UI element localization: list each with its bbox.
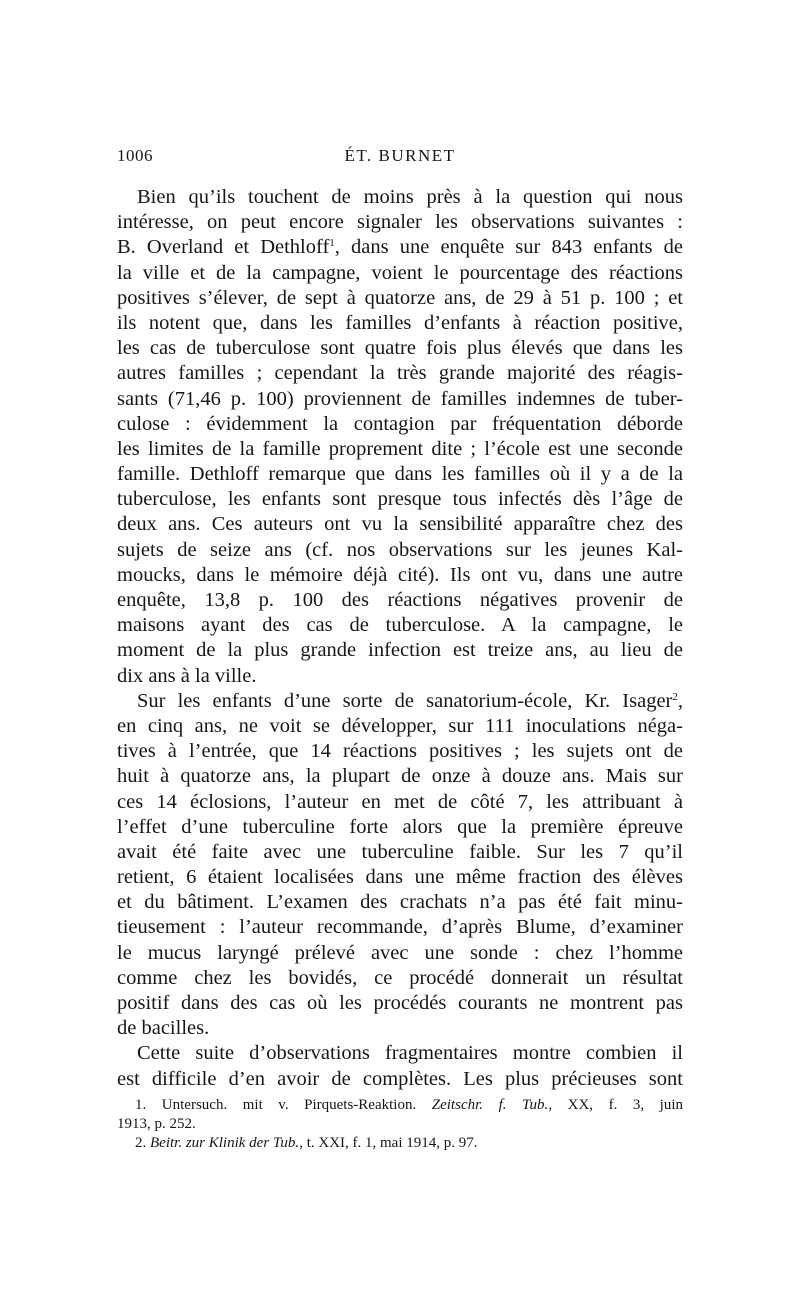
text-line: Cette suite d’observations fragmentaires montre combien il bbox=[137, 1042, 683, 1065]
footnote-ref-1: 1 bbox=[329, 237, 335, 250]
text-line: sants (71,46 p. 100) proviennent de familles indemnes de tuber- bbox=[117, 387, 683, 410]
text-fragment: , bbox=[677, 689, 683, 712]
text-line: les limites de la famille proprement dite ; l’école est une seconde bbox=[117, 437, 683, 460]
text-line: deux ans. Ces auteurs ont vu la sensibilité apparaître chez des bbox=[117, 513, 683, 536]
text-line: culose : évidemment la contagion par fréquentation déborde bbox=[117, 412, 683, 435]
text-line: enquête, 13,8 p. 100 des réactions négatives provenir de bbox=[117, 589, 683, 611]
text-line: maisons ayant des cas de tuberculose. A la campagne, le bbox=[117, 614, 683, 637]
text-line: avait été faite avec une tuberculine faible. Sur les 7 qu’il bbox=[117, 840, 683, 863]
footnotes bbox=[117, 1096, 683, 1153]
footnote-text: , XX, f. 3, juin bbox=[548, 1097, 684, 1113]
footnote-number: 2. bbox=[135, 1135, 147, 1151]
paragraph-3 bbox=[117, 1041, 683, 1091]
text-line: et du bâtiment. L’examen des crachats n’a pas été fait minu- bbox=[117, 891, 683, 914]
text-line: positif dans des cas où les procédés courants ne montrent pas bbox=[117, 992, 683, 1014]
text-line: sujets de seize ans (cf. nos observations sur les jeunes Kal- bbox=[117, 538, 683, 561]
text-fragment: B. Overland et Dethloff bbox=[117, 236, 330, 259]
text-line: tives à l’entrée, que 14 réactions positives ; les sujets ont de bbox=[117, 740, 683, 763]
text-line: comme chez les bovidés, ce procédé donnerait un résultat bbox=[117, 966, 683, 989]
text-line: ces 14 éclosions, l’auteur en met de côté 7, les attribuant à bbox=[117, 790, 683, 813]
text-line: la ville et de la campagne, voient le pourcentage des réactions bbox=[117, 261, 683, 284]
text-line: est difficile d’en avoir de complètes. Les plus précieuses sont bbox=[117, 1067, 683, 1090]
text-line: autres familles ; cependant la très grande majorité des réagis- bbox=[117, 362, 683, 385]
footnote-1-continued: 1913, p. 252. bbox=[117, 1116, 196, 1132]
text-line: dix ans à la ville. bbox=[117, 664, 257, 687]
footnote-text: 1. Untersuch. mit v. Pirquets-Reaktion. bbox=[135, 1097, 417, 1113]
paragraph-1 bbox=[117, 185, 683, 689]
text-line: l’effet d’une tuberculine forte alors que la première épreuve bbox=[117, 815, 683, 838]
text-fragment: Sur les enfants d’une sorte de sanatorium-école, Kr. Isager bbox=[137, 689, 673, 712]
text-line: le mucus laryngé prélevé avec une sonde : chez l’homme bbox=[117, 941, 683, 964]
text-line: en cinq ans, ne voit se développer, sur 111 inoculations néga- bbox=[117, 714, 683, 737]
text-line: retient, 6 étaient localisées dans une même fraction des élèves bbox=[117, 866, 683, 889]
footnote-journal-title: Zeitschr. f. Tub. bbox=[431, 1097, 549, 1113]
text-fragment: , dans une enquête sur 843 enfants de bbox=[334, 236, 683, 259]
body-text bbox=[117, 185, 683, 1092]
text-line: intéresse, on peut encore signaler les observations suivantes : bbox=[117, 211, 683, 234]
text-line: huit à quatorze ans, la plupart de onze à douze ans. Mais sur bbox=[117, 765, 683, 788]
text-line: ils notent que, dans les familles d’enfants à réaction positive, bbox=[117, 311, 683, 334]
page-number: 1006 bbox=[117, 146, 153, 165]
footnote-1 bbox=[117, 1096, 683, 1115]
text-line bbox=[117, 689, 683, 714]
text-line: famille. Dethloff remarque que dans les familles où il y a de la bbox=[117, 463, 683, 486]
text-line: les cas de tuberculose sont quatre fois plus élevés que dans les bbox=[117, 337, 683, 360]
footnote-2 bbox=[117, 1134, 683, 1153]
text-line: tuberculose, les enfants sont presque tous infectés dès l’âge de bbox=[117, 488, 683, 511]
footnote-ref-2: 2 bbox=[672, 690, 678, 703]
text-line bbox=[117, 235, 683, 260]
paragraph-2 bbox=[117, 689, 683, 1042]
footnote-text: , t. XXI, f. 1, mai 1914, p. 97. bbox=[299, 1135, 478, 1151]
footnote-journal-title: Beitr. zur Klinik der Tub. bbox=[150, 1135, 300, 1151]
text-line: moment de la plus grande infection est treize ans, au lieu de bbox=[117, 639, 683, 662]
text-line: tieusement : l’auteur recommande, d’après Blume, d’examiner bbox=[117, 916, 683, 939]
text-line: de bacilles. bbox=[117, 1017, 210, 1040]
running-head-author: ÉT. BURNET bbox=[344, 146, 456, 165]
text-line: Bien qu’ils touchent de moins près à la question qui nous bbox=[137, 186, 683, 208]
running-head bbox=[117, 146, 683, 170]
text-line: moucks, dans le mémoire déjà cité). Ils ont vu, dans une autre bbox=[117, 563, 683, 586]
text-line: positives s’élever, de sept à quatorze ans, de 29 à 51 p. 100 ; et bbox=[117, 286, 683, 309]
